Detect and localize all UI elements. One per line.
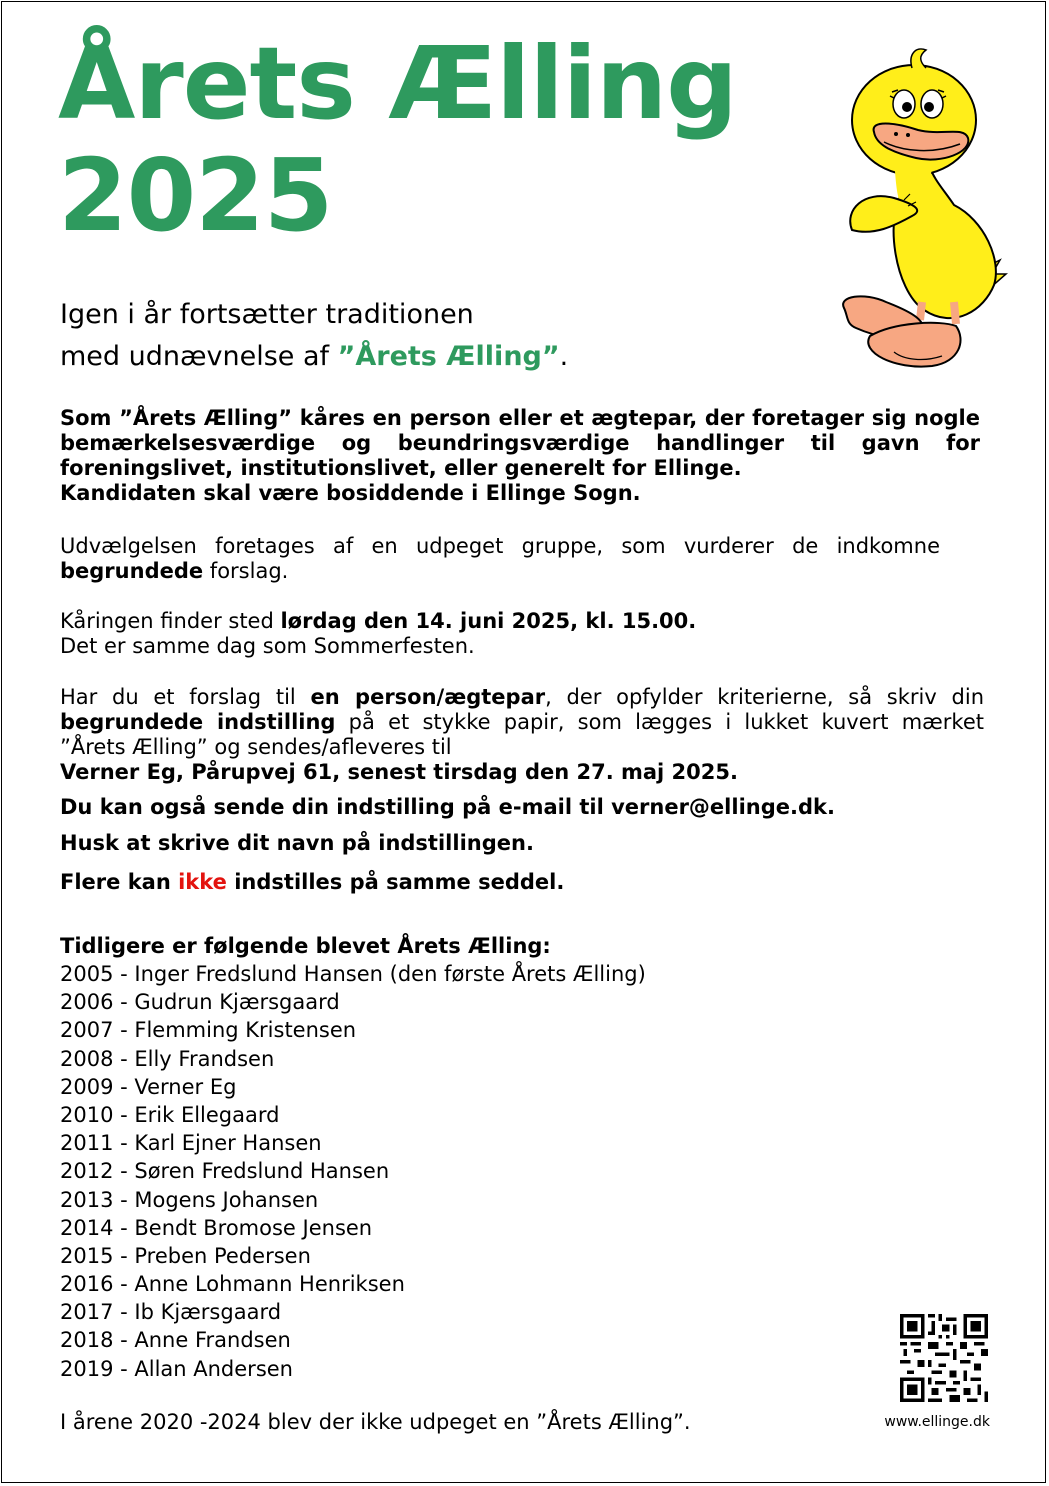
submission-b2: begrundede indstilling — [60, 710, 336, 734]
list-item: 2019 - Allan Andersen — [60, 1356, 293, 1381]
duckling-illustration — [834, 40, 1030, 376]
submission-p1: Har du et forslag til — [60, 685, 311, 709]
submission-b1: en person/ægtepar — [310, 685, 546, 709]
residency-text: Kandidaten skal være bosiddende i Ellinge Sogn. — [60, 481, 641, 505]
selection-paragraph — [60, 534, 940, 584]
intro-text — [60, 294, 568, 378]
criteria-text: Som ”Årets Ælling” kåres en person eller et ægtepar, der foretager sig nogle bemærkelsesværdige og beundringsværdige handlinger til gavn for foreningslivet, institutionslivet, eller generelt for Ellinge. — [60, 406, 980, 480]
list-item: 2011 - Karl Ejner Hansen — [60, 1131, 322, 1156]
list-item: 2015 - Preben Pedersen — [60, 1243, 311, 1268]
list-item: 2018 - Anne Frandsen — [60, 1328, 291, 1353]
page-title — [58, 25, 737, 254]
submission-p3: på et stykke papir, som lægges i lukket kuvert mærket ”Årets Ælling” og sendes/afleveres til — [60, 710, 984, 759]
criteria-paragraph — [60, 406, 980, 506]
event-before: Kåringen finder sted — [60, 609, 281, 633]
intro-line-2-end: . — [559, 341, 569, 372]
event-date: lørdag den 14. juni 2025, kl. 15.00. — [280, 609, 697, 633]
name-note: Husk at skrive dit navn på indstillingen. — [60, 831, 534, 855]
intro-line-2-start: med udnævnelse af — [60, 341, 338, 372]
list-item: 2013 - Mogens Johansen — [60, 1187, 319, 1212]
title-line-2: 2025 — [58, 137, 333, 254]
multi-note — [60, 870, 960, 895]
submission-address: Verner Eg, Pårupvej 61, senest tirsdag den 27. maj 2025. — [60, 760, 738, 784]
intro-line-1: Igen i år fortsætter traditionen — [60, 299, 474, 330]
list-item: 2008 - Elly Frandsen — [60, 1046, 275, 1071]
qr-code-icon[interactable] — [900, 1314, 988, 1402]
intro-highlight: ”Årets Ælling” — [337, 341, 560, 372]
submission-paragraph — [60, 685, 984, 760]
list-item: 2005 - Inger Fredslund Hansen (den første Årets Ælling) — [60, 962, 646, 986]
list-item: 2010 - Erik Ellegaard — [60, 1102, 280, 1127]
selection-bold: begrundede — [60, 559, 204, 583]
history-list — [60, 960, 646, 1383]
list-item: 2016 - Anne Lohmann Henriksen — [60, 1272, 405, 1297]
event-line-2: Det er samme dag som Sommerfesten. — [60, 634, 475, 658]
multi-before: Flere kan — [60, 870, 179, 894]
title-line-1: Årets Ælling — [58, 25, 737, 142]
website-link[interactable]: www.ellinge.dk — [884, 1414, 990, 1430]
list-item: 2014 - Bendt Bromose Jensen — [60, 1215, 373, 1240]
history-footer: I årene 2020 -2024 blev der ikke udpeget en ”Årets Ælling”. — [60, 1410, 691, 1434]
selection-before: Udvælgelsen foretages af en udpeget gruppe, som vurderer de indkomne — [60, 534, 940, 558]
list-item: 2009 - Verner Eg — [60, 1074, 237, 1099]
list-item: 2017 - Ib Kjærsgaard — [60, 1300, 282, 1325]
multi-after: indstilles på samme seddel. — [226, 870, 565, 894]
submission-email: Du kan også sende din indstilling på e-mail til verner@ellinge.dk. — [60, 795, 835, 819]
list-item: 2006 - Gudrun Kjærsgaard — [60, 990, 340, 1015]
list-item: 2007 - Flemming Kristensen — [60, 1018, 357, 1043]
multi-red: ikke — [178, 870, 227, 894]
history-heading: Tidligere er følgende blevet Årets Ælling: — [60, 934, 551, 958]
event-paragraph — [60, 609, 960, 659]
selection-after: forslag. — [203, 559, 289, 583]
intro-line-2 — [60, 336, 568, 378]
list-item: 2012 - Søren Fredslund Hansen — [60, 1159, 390, 1184]
submission-p2: , der opfylder kriterierne, så skriv din — [545, 685, 985, 709]
